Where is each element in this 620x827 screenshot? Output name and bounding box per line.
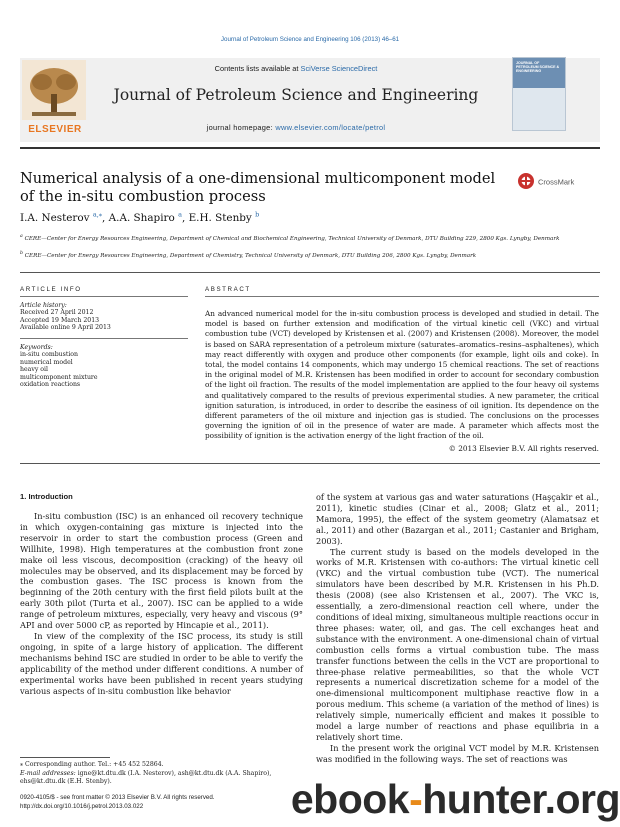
accepted-date: Accepted 19 March 2013 [20, 316, 100, 324]
keyword: oxidation reactions [20, 381, 81, 389]
author-affil-mark: a,⁎ [92, 211, 103, 219]
paragraph: In the present work the original VCT model by M.R. Kristensen was modified in the following ways. The set of reactions was [316, 742, 599, 764]
journal-citation[interactable]: Journal of Petroleum Science and Engineering 106 (2013) 46–61 [220, 36, 400, 43]
author-1[interactable] [20, 212, 109, 224]
author-affil-mark: a [178, 211, 182, 219]
contents-line [96, 64, 496, 73]
abstract-heading: ABSTRACT [205, 286, 251, 293]
emails-text: igne@kt.dtu.dk (I.A. Nesterov), ash@kt.dtu.dk (A.A. Shapiro), ehs@kt.dtu.dk (E.H. Stenby). [20, 770, 272, 785]
paragraph: The current study is based on the models developed in the works of M.R. Kristensen with co-authors: The virtual kinetic cell (VKC) and the virtual combustion tube (VCT). The numerical simulators have been described by M.R. Kristensen in his Ph.D. thesis (2008) (see also Kristensen et al., 2007). The VKC is, essentially, a zero-dimensional reaction cell where, under the conditions of ideal mixing, simultaneous multiple reactions occur in three phases: water, oil, and gas. The cell exchanges heat and substance with the environment. A one-dimensional chain of virtual combustion cells forms a virtual combustion tube. The mass transfer functions between the cells in the VCT are proportional to three-phase relative permeabilities, so that the whole VCT represents a numerical discretization scheme for a model of the one-dimensional multicomponent multiphase reactive flow in a porous medium. This scheme (a variation of the method of lines) is relatively simple, numerically efficient and makes it possible to model a large number of reactions and phase equilibria in a relatively short time. [316, 546, 599, 742]
elsevier-wordmark: ELSEVIER [28, 124, 82, 135]
affiliation-rule [20, 272, 600, 273]
history-rule [20, 338, 188, 339]
article-info-heading: ARTICLE INFO [20, 286, 82, 293]
keyword: heavy oil [20, 366, 48, 374]
header-rule [20, 147, 600, 149]
affiliation-mark: a [20, 234, 23, 239]
keyword: numerical model [20, 358, 73, 366]
watermark-part: .org [544, 776, 620, 822]
author-name: A.A. Shapiro [108, 212, 175, 225]
intro-left-column [20, 511, 303, 696]
affiliation-a [20, 233, 600, 243]
author-2[interactable] [109, 212, 189, 224]
crossmark-label: CrossMark [538, 177, 575, 187]
paragraph: In-situ combustion (ISC) is an enhanced oil recovery technique in which oxygen-containing gas mixture is injected into the reservoir in order to start the combustion process (Green and Willhite, 1998). High temperatures at the combustion front zone make oil less viscous, decomposition (cracking) of the heavy oil molecules may be observed, and its displacement may be forced by the combustion gases. The ISC process is known from the beginning of the 20th century with the first field pilots built at the early 30th pilot (Turta et al., 2007). ISC can be applied to a wide range of petroleum mixtures, especially, very heavy and viscous (9° API and over 5000 cP, as reported by Hincapie et al., 2011). [20, 511, 303, 631]
abstract-bottom-rule [20, 463, 600, 464]
paragraph: of the system at various gas and water saturations (Haşçakir et al., 2011), kinetic studies (Cinar et al., 2008; Glatz et al., 2011; Mamora, 1995), the effect of the system geometry (Alamatsaz et al., 2011) and other (Bazargan et al., 2011; Castanier and Brigham, 2003). [316, 492, 599, 546]
sciencedirect-link[interactable]: SciVerse ScienceDirect [300, 64, 378, 73]
homepage-prefix: journal homepage: [206, 123, 276, 132]
keywords-label: Keywords: [20, 344, 53, 351]
emails-label: E-mail addresses: [20, 770, 78, 777]
article-title: Numerical analysis of a one-dimensional multicomponent model of the in-situ combustion process [20, 170, 496, 205]
journal-cover-thumbnail [512, 57, 566, 131]
author-affil-mark: b [255, 211, 260, 219]
author-sep: , [181, 212, 189, 225]
author-3[interactable] [189, 212, 260, 224]
cover-title: JOURNAL OF PETROLEUM SCIENCE & ENGINEERING [516, 61, 560, 73]
author-sep: , [102, 212, 109, 225]
article-info-rule [20, 296, 188, 297]
keyword: in-situ combustion [20, 351, 79, 359]
footnote-rule [20, 757, 110, 758]
watermark-hyphen: - [409, 776, 423, 822]
abstract-copyright: © 2013 Elsevier B.V. All rights reserved. [448, 444, 599, 453]
section-heading-introduction: 1. Introduction [20, 492, 73, 501]
affiliation-text: CERE—Center for Energy Resources Engineering, Department of Chemistry, Technical University of Denmark, DTU Building 206, 2800 Kgs. Lyngby, Denmark [24, 252, 477, 259]
intro-right-column [316, 492, 599, 765]
crossmark-badge[interactable] [517, 171, 599, 191]
online-date: Available online 9 April 2013 [20, 324, 111, 332]
journal-title: Journal of Petroleum Science and Engineering [113, 86, 479, 104]
watermark-text [145, 776, 620, 824]
affiliation-text: CERE—Center for Energy Resources Engineering, Department of Chemical and Biochemical Engineering, Technical University of Denmark, DTU Building 229, 2800 Kgs. Lyngby, Denmark [24, 235, 560, 242]
received-date: Received 27 April 2012 [20, 309, 94, 317]
article-history [20, 302, 188, 332]
abstract-text: An advanced numerical model for the in-situ combustion process is developed and studied in detail. The model is based on further extension and modification of the virtual kinetic cell (VKC) and virtual combustion tube (VCT) developed by Kristensen et al. (2007) and Kristensen (2008). Moreover, the model is based on SARA representation of a petroleum mixture (saturates–aromatics–resins–asphaltenes), which may react differently with oxygen and produce other components (for example, light oils and coke). In total, the model contains 14 components, which may undergo 15 chemical reactions. The set of reactions in the original model of M.R. Kristensen has been modified in order to account for secondary combustion of the light oil fraction. The results of the model implementation are applied to the four heavy oil systems and qualitatively compared to the results of previous experimental studies. A new parameter, the critical ignition saturation, is introduced, in order to describe the easiness of oil ignition. Its dependence on the different parameters of the oil mixture and injection gas is studied. The conclusions on the processes governing the ignition of oil in the presence of water are made. A parameter which affects most the possibility of ignition is the activation energy of the light fraction of the oil. [205, 309, 599, 441]
homepage-link[interactable]: www.elsevier.com/locate/petrol [275, 123, 386, 132]
doi-link[interactable]: http://dx.doi.org/10.1016/j.petrol.2013.03.022 [20, 803, 144, 810]
author-name: E.H. Stenby [188, 212, 252, 225]
history-label: Article history: [20, 302, 67, 309]
affiliation-b [20, 250, 600, 260]
watermark-part: hunter [422, 776, 545, 822]
issn-line: 0920-4105/$ - see front matter © 2013 Elsevier B.V. All rights reserved. [20, 794, 215, 801]
abstract-rule [205, 296, 599, 297]
footnote-corresponding: ⁎ Corresponding author. Tel.: +45 452 52864. [20, 761, 164, 768]
affiliation-mark: b [20, 251, 23, 256]
contents-prefix: Contents lists available at [214, 64, 301, 73]
author-name: I.A. Nesterov [20, 212, 90, 225]
journal-homepage-line [96, 123, 496, 132]
keywords-block [20, 344, 188, 388]
keyword: multicomponent mixture [20, 373, 98, 381]
watermark-part: ebook [290, 776, 410, 822]
paragraph: In view of the complexity of the ISC process, its study is still ongoing, in spite of a large history of application. The different mechanisms behind ISC are studied in order to be able to verify the applicability of the method under different conditions. A number of experimental works have been published in recent years studying various aspects of in-situ combustion like behavior [20, 630, 303, 696]
author-list [20, 211, 580, 224]
